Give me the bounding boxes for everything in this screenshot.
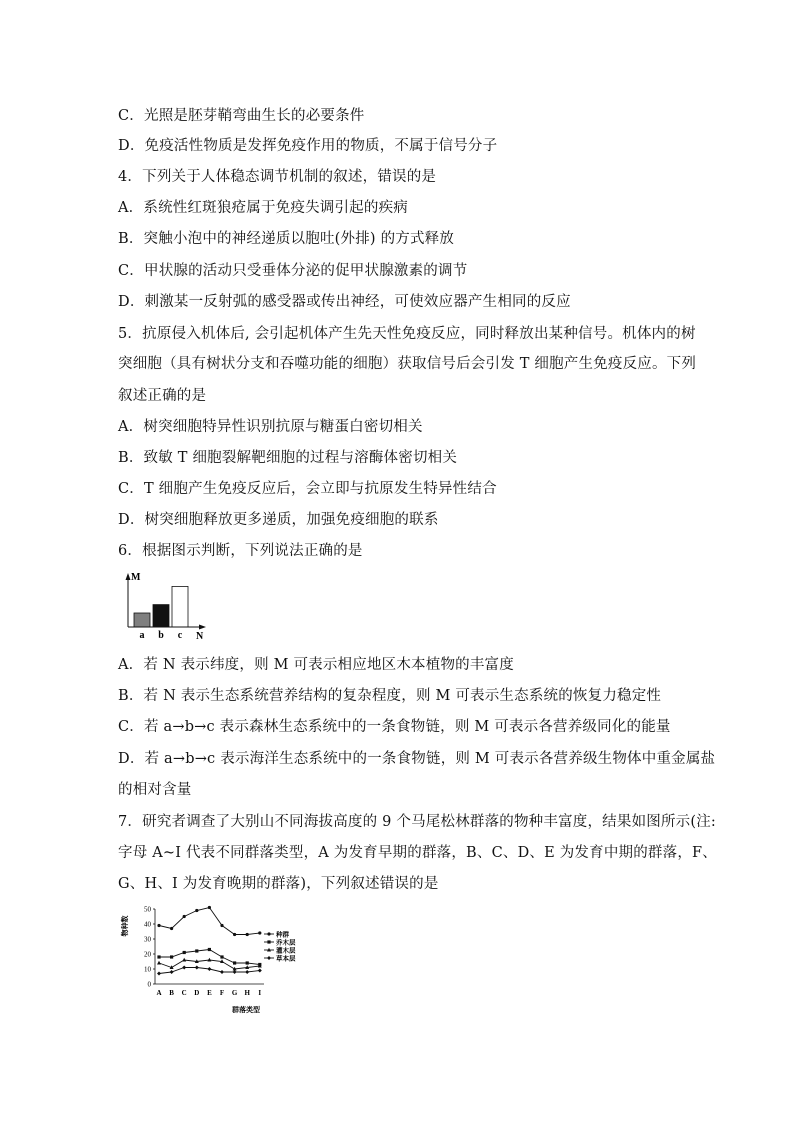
text-line: B．突触小泡中的神经递质以胞吐(外排) 的方式释放	[118, 231, 455, 247]
x-axis-label: N	[196, 631, 204, 642]
series-1-point	[246, 961, 249, 964]
series-3-point	[220, 970, 224, 974]
x-tick-label: C	[181, 989, 187, 997]
y-axis-arrow	[126, 573, 131, 580]
bar-label: c	[177, 630, 183, 641]
x-axis-arrow	[199, 625, 206, 630]
text-line: D．免疫活性物质是发挥免疫作用的物质，不属于信号分子	[118, 138, 498, 154]
series-0-point	[233, 933, 236, 936]
y-tick-label: 0	[147, 980, 151, 989]
text-line: 突细胞（具有树状分支和吞噬功能的细胞）获取信号后会引发 T 细胞产生免疫反应。下列	[118, 356, 697, 372]
series-0-point	[246, 933, 249, 936]
series-1-point	[170, 955, 173, 958]
bar-a	[134, 613, 150, 627]
series-2-point	[182, 958, 186, 962]
series-0-point	[195, 909, 198, 912]
bar-figure-6	[118, 568, 218, 640]
y-tick-label: 30	[144, 935, 151, 944]
text-line: 7．研究者调查了大别山不同海拔高度的 9 个马尾松林群落的物种丰富度，结果如图所示(注:	[118, 814, 717, 830]
text-line: 叙述正确的是	[118, 388, 207, 404]
legend-label: 灌木层	[276, 947, 296, 955]
series-3-point	[207, 967, 211, 971]
text-line: B．若 N 表示生态系统营养结构的复杂程度，则 M 可表示生态系统的恢复力稳定性	[118, 688, 662, 704]
series-1-point	[220, 955, 223, 958]
series-1-point	[233, 961, 236, 964]
text-line: C．甲状腺的活动只受垂体分泌的促甲状腺激素的调节	[118, 263, 468, 279]
text-line: C．T 细胞产生免疫反应后，会立即与抗原发生特异性结合	[118, 481, 497, 497]
series-3-point	[245, 970, 249, 974]
series-0-point	[258, 931, 261, 934]
x-tick-label: F	[219, 989, 225, 997]
y-tick-label: 10	[144, 965, 151, 974]
x-tick-label: H	[244, 989, 250, 997]
x-tick-label: G	[231, 989, 238, 997]
text-line: C．若 a→b→c 表示森林生态系统中的一条食物链，则 M 可表示各营养级同化的能量	[118, 719, 671, 735]
series-3-point	[258, 969, 262, 973]
legend-3-point	[267, 956, 271, 960]
text-line: 的相对含量	[118, 782, 192, 798]
series-line-1	[159, 950, 260, 965]
series-1-point	[157, 955, 160, 958]
series-2-point	[207, 958, 211, 962]
text-line: D．树突细胞释放更多递质，加强免疫细胞的联系	[118, 512, 439, 528]
series-3-point	[157, 972, 161, 976]
x-tick-label: I	[258, 989, 262, 997]
line-chart-figure-7	[118, 904, 296, 1016]
text-line: 4．下列关于人体稳态调节机制的叙述，错误的是	[118, 169, 437, 185]
legend-0-point	[267, 932, 270, 935]
text-line: A．树突细胞特异性识别抗原与糖蛋白密切相关	[118, 419, 423, 435]
series-3-point	[170, 970, 174, 974]
text-line: C．光照是胚芽鞘弯曲生长的必要条件	[118, 108, 365, 124]
y-axis-label: M	[131, 572, 141, 583]
y-tick-label: 20	[144, 950, 151, 959]
y-axis-title: 物种数	[121, 915, 129, 937]
series-1-point	[195, 949, 198, 952]
text-line: 5．抗原侵入机体后, 会引起机体产生先天性免疫反应，同时释放出某种信号。机体内的树	[118, 326, 696, 342]
bar-b	[153, 605, 169, 627]
legend-1-point	[267, 940, 270, 943]
legend-label: 种群	[276, 931, 289, 939]
legend-label: 乔木层	[276, 939, 296, 947]
series-2-point	[157, 961, 161, 965]
x-tick-label: E	[207, 989, 212, 997]
text-line: G、H、I 为发育晚期的群落)，下列叙述错误的是	[118, 876, 439, 892]
series-3-point	[195, 966, 199, 970]
series-1-point	[208, 948, 211, 951]
x-tick-label: B	[169, 989, 174, 997]
bar-c	[172, 586, 188, 627]
x-tick-label: D	[194, 989, 200, 997]
series-1-point	[183, 951, 186, 954]
text-line: A．若 N 表示纬度，则 M 可表示相应地区木本植物的丰富度	[118, 657, 514, 673]
text-line: 字母 A~I 代表不同群落类型，A 为发育早期的群落，B、C、D、E 为发育中期的群落，F、	[118, 845, 717, 861]
series-3-point	[233, 970, 237, 974]
x-axis-title: 群落类型	[232, 1006, 260, 1014]
bar-label: b	[158, 630, 164, 641]
y-tick-label: 40	[144, 920, 151, 929]
text-line: 6．根据图示判断，下列说法正确的是	[118, 543, 363, 559]
text-line: D．刺激某一反射弧的感受器或传出神经，可使效应器产生相同的反应	[118, 294, 571, 310]
text-line: B．致敏 T 细胞裂解靶细胞的过程与溶酶体密切相关	[118, 450, 458, 466]
series-0-point	[157, 924, 160, 927]
series-line-0	[159, 908, 260, 935]
series-0-point	[170, 927, 173, 930]
y-tick-label: 50	[144, 905, 151, 914]
x-tick-label: A	[156, 989, 162, 997]
series-0-point	[208, 906, 211, 909]
text-line: D．若 a→b→c 表示海洋生态系统中的一条食物链，则 M 可表示各营养级生物体中重金属盐	[118, 751, 716, 767]
legend-label: 草本层	[276, 955, 296, 963]
series-3-point	[182, 966, 186, 970]
bar-label: a	[139, 630, 145, 641]
series-0-point	[183, 915, 186, 918]
series-0-point	[220, 924, 223, 927]
text-line: A．系统性红斑狼疮属于免疫失调引起的疾病	[118, 200, 408, 216]
